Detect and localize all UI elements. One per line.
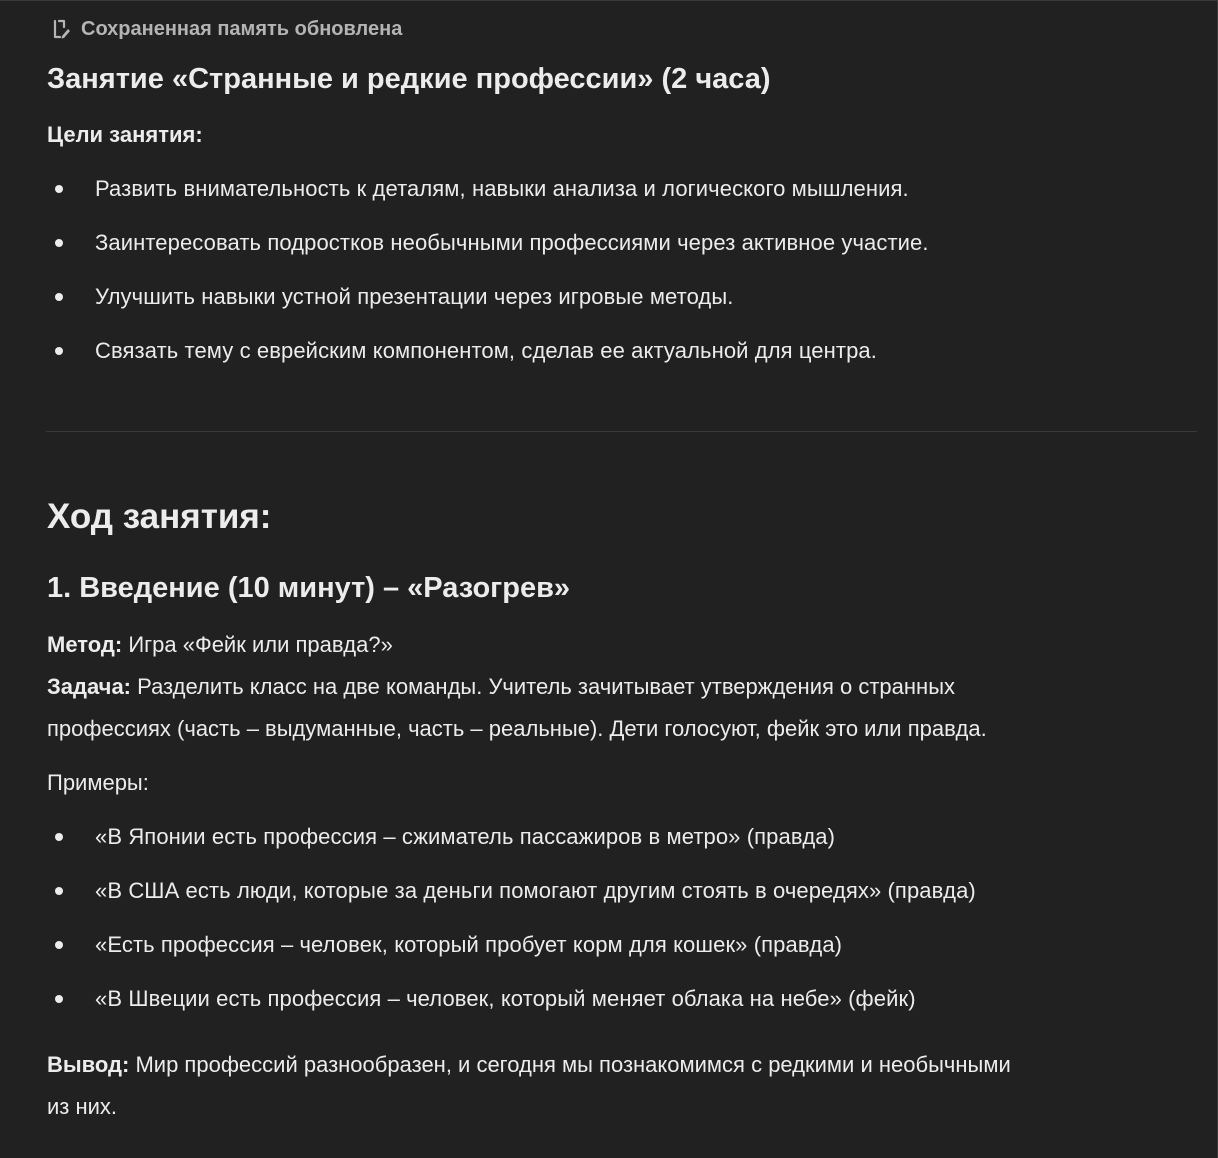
memory-edit-icon bbox=[51, 18, 71, 40]
task-label: Задача: bbox=[47, 674, 132, 699]
bullet-icon bbox=[55, 995, 63, 1003]
list-item bbox=[47, 337, 929, 391]
conclusion-text-line1: Мир профессий разнообразен, и сегодня мы познакомимся с редкими и необычными bbox=[129, 1052, 1011, 1077]
method-text: Игра «Фейк или правда?» bbox=[122, 632, 393, 657]
lesson-title: Занятие «Странные и редкие профессии» (2 часа) bbox=[47, 63, 771, 95]
list-item bbox=[47, 877, 976, 931]
goal-text: Связать тему с еврейским компонентом, сделав ее актуальной для центра. bbox=[95, 338, 877, 363]
method-label: Метод: bbox=[47, 632, 123, 657]
course-heading: Ход занятия: bbox=[47, 497, 272, 536]
bullet-icon bbox=[55, 833, 63, 841]
example-text: «В США есть люди, которые за деньги помогают другим стоять в очередях» (правда) bbox=[95, 878, 976, 903]
memory-updated-notice[interactable] bbox=[51, 16, 402, 42]
memory-updated-text: Сохраненная память обновлена bbox=[81, 17, 403, 40]
example-text: «Есть профессия – человек, который пробует корм для кошек» (правда) bbox=[95, 932, 843, 957]
conclusion-paragraph bbox=[47, 1044, 1011, 1128]
task-paragraph bbox=[47, 666, 1177, 750]
bullet-icon bbox=[55, 347, 63, 355]
list-item bbox=[47, 283, 929, 337]
list-item bbox=[47, 229, 929, 283]
bullet-icon bbox=[55, 293, 63, 301]
example-text: «В Японии есть профессия – сжиматель пассажиров в метро» (правда) bbox=[95, 824, 836, 849]
conclusion-text-line2: из них. bbox=[47, 1094, 118, 1119]
goal-text: Развить внимательность к деталям, навыки анализа и логического мышления. bbox=[95, 176, 909, 201]
bullet-icon bbox=[55, 185, 63, 193]
task-text-line1: Разделить класс на две команды. Учитель зачитывает утверждения о странных bbox=[131, 674, 956, 699]
goals-heading: Цели занятия: bbox=[47, 122, 203, 147]
example-text: «В Швеции есть профессия – человек, который меняет облака на небе» (фейк) bbox=[95, 986, 916, 1011]
method-paragraph bbox=[47, 624, 393, 666]
section-divider bbox=[46, 431, 1197, 432]
bullet-icon bbox=[55, 239, 63, 247]
goal-text: Улучшить навыки устной презентации через игровые методы. bbox=[95, 284, 734, 309]
intro-section-heading: 1. Введение (10 минут) – «Разогрев» bbox=[47, 572, 571, 604]
list-item bbox=[47, 175, 929, 229]
window-top-border bbox=[0, 0, 1218, 1]
bullet-icon bbox=[55, 941, 63, 949]
list-item bbox=[47, 823, 976, 877]
examples-label: Примеры: bbox=[47, 770, 149, 795]
list-item bbox=[47, 931, 976, 985]
examples-list bbox=[47, 823, 976, 1039]
bullet-icon bbox=[55, 887, 63, 895]
conclusion-label: Вывод: bbox=[47, 1052, 130, 1077]
goal-text: Заинтересовать подростков необычными профессиями через активное участие. bbox=[95, 230, 929, 255]
list-item bbox=[47, 985, 976, 1039]
task-text-line2: профессиях (часть – выдуманные, часть – реальные). Дети голосуют, фейк это или правда. bbox=[47, 716, 987, 741]
goals-list bbox=[47, 175, 929, 391]
